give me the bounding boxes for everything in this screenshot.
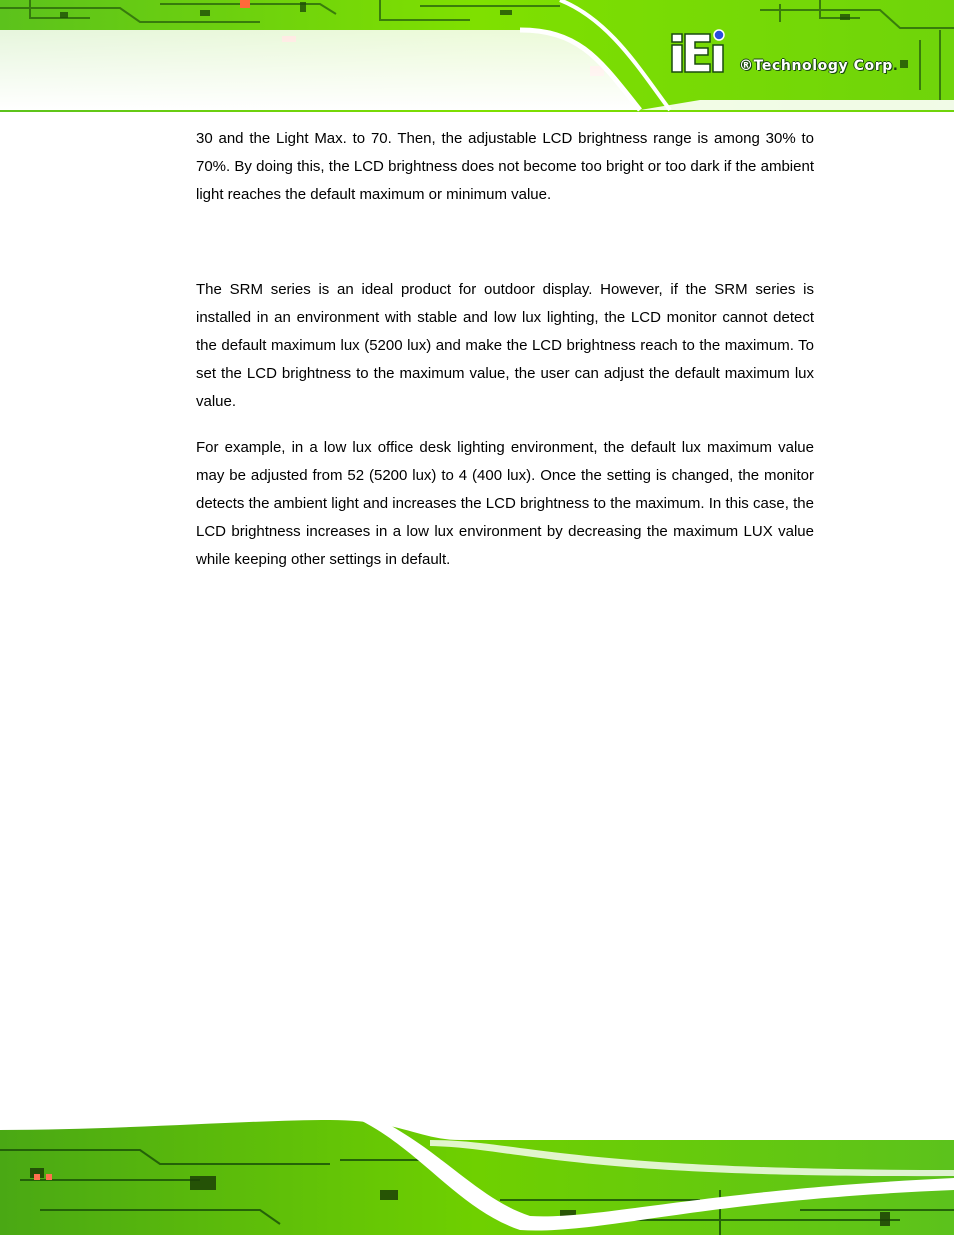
header-circuit-banner [0, 0, 954, 112]
footer-circuit-banner [0, 1120, 954, 1235]
paragraph-low-lux-example [196, 434, 814, 574]
paragraph-srm-outdoor [196, 276, 814, 416]
paragraph-text: 30 and the Light Max. to 70. Then, the adjustable LCD brightness range is among 30% to 70%. By doing this, the LCD brightness does not become too bright or too dark if the ambient light reaches the default maximum or minimum value. [196, 130, 814, 203]
iei-logo [668, 28, 728, 74]
paragraph-text: For example, in a low lux office desk lighting environment, the default lux maximum value may be adjusted from 52 (5200 lux) to 4 (400 lux). Once the setting is changed, the monitor detects the ambient light and increases the LCD brightness to the maximum. In this case, the LCD brightness increases in a low lux environment by decreasing the maximum LUX value while keeping other settings in default. [196, 439, 814, 568]
company-name-dot: . [892, 59, 899, 74]
company-name-text: ®Technology Corp [739, 58, 893, 74]
company-name [739, 58, 898, 74]
paragraph-text: The SRM series is an ideal product for outdoor display. However, if the SRM series is installed in an environment with stable and low lux lighting, the LCD monitor cannot detect the default maximum lux (5200 lux) and make the LCD brightness reach to the maximum. To set the LCD brightness to the maximum value, the user can adjust the default maximum lux value. [196, 281, 814, 410]
paragraph-light-range [196, 125, 814, 209]
